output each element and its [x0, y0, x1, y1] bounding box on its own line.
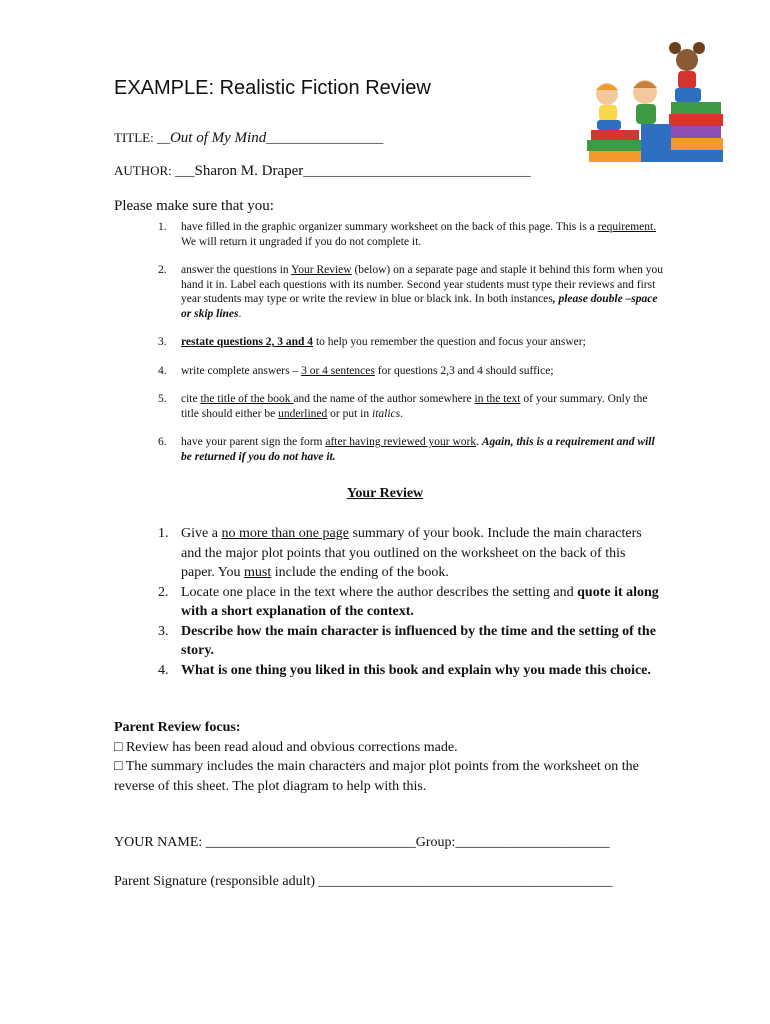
parent-review-heading: Parent Review focus:: [114, 720, 241, 735]
review-questions: [114, 524, 659, 680]
checklist-item: [114, 263, 664, 321]
item-text-italic: italics: [372, 407, 401, 420]
item-text: answer the questions in: [181, 264, 292, 276]
item-text-underlined: no more than one page: [221, 526, 349, 541]
checklist: [114, 220, 664, 478]
item-text-bold-underlined: restate questions 2, 3 and 4: [181, 336, 314, 348]
item-text: have filled in the graphic organizer summary worksheet on the back of this page. This is a: [181, 221, 598, 233]
item-text-underlined: must: [244, 565, 272, 580]
item-text-bold-italic: , please double –space or skip lines: [181, 293, 658, 320]
book-icon: [671, 126, 721, 138]
item-text: include the ending of the book.: [271, 565, 449, 580]
item-number: 1.: [158, 221, 167, 233]
name-group-line: YOUR NAME: ______________________________Group:______________________: [114, 835, 610, 850]
item-text-underlined: Your Review: [291, 264, 352, 276]
item-number: 4.: [158, 364, 167, 377]
item-text-underlined: 3 or 4 sentences: [301, 364, 375, 377]
item-text: cite: [181, 393, 201, 405]
title-line: __________________: [266, 130, 384, 145]
item-number: 6.: [158, 436, 167, 448]
checklist-item: [114, 220, 664, 249]
girl-head-icon: [676, 49, 698, 71]
item-text-underlined: in the text: [474, 393, 521, 405]
item-text-bold: What is one thing you liked in this book and explain why you made this choice.: [181, 662, 651, 678]
kids-on-books-illustration: [583, 38, 725, 166]
item-text: .: [476, 436, 482, 448]
parent-review-item: □ Review has been read aloud and obvious corrections made.: [114, 739, 458, 755]
item-number: 5.: [158, 393, 167, 405]
review-item: [114, 622, 659, 661]
item-text-underlined: the title of the book: [200, 393, 294, 405]
book-icon: [641, 124, 671, 162]
item-text-underlined: requirement.: [597, 221, 657, 233]
item-text: (below) on a separate page and staple it behind this form when you hand it in. Label each questions with its number. Second year students must type their reviews and first year students may type or write the review in blue or black ink. In both instances: [181, 264, 663, 305]
item-number: 3.: [158, 623, 169, 639]
title-field: [114, 130, 383, 147]
item-text: Give a: [181, 526, 222, 541]
item-text: summary of your book. Include the main characters and the major plot points that you outlined on the worksheet on the back of this paper. You: [181, 526, 642, 580]
checklist-item: [114, 435, 664, 464]
book-icon: [671, 102, 721, 114]
review-item: [114, 661, 659, 681]
author-label: AUTHOR: ___: [114, 163, 195, 178]
author-field: [114, 163, 531, 180]
parent-signature-line: Parent Signature (responsible adult) __________________________________________: [114, 874, 613, 889]
book-icon: [589, 151, 643, 162]
book-icon: [667, 138, 723, 150]
page-title: EXAMPLE: Realistic Fiction Review: [114, 77, 431, 99]
item-text-bold: quote it along with a short explanation of the context.: [181, 584, 659, 619]
item-text: .: [400, 407, 404, 420]
review-heading: [0, 486, 770, 502]
book-icon: [591, 130, 639, 140]
item-number: 1.: [158, 526, 169, 541]
title-value: Out of My Mind: [169, 130, 267, 146]
checklist-item: [114, 364, 664, 379]
book-icon: [587, 140, 645, 151]
item-text-underlined: underlined: [278, 407, 328, 420]
item-text-underlined: after having reviewed your work: [325, 436, 477, 448]
item-text: We will return it ungraded if you do not complete it.: [181, 235, 422, 248]
item-text: have your parent sign the form: [181, 436, 326, 448]
item-number: 3.: [158, 336, 167, 348]
review-item: [114, 583, 659, 622]
checklist-item: [114, 392, 664, 421]
book-icon: [669, 114, 723, 126]
book-icon: [669, 150, 723, 162]
item-number: 2.: [158, 584, 169, 600]
checklist-item: [114, 335, 664, 350]
item-number: 2.: [158, 264, 167, 276]
title-label: TITLE: __: [114, 130, 170, 145]
review-item: [114, 524, 659, 583]
item-text: for questions 2,3 and 4 should suffice;: [374, 364, 554, 377]
item-text: .: [238, 307, 242, 320]
item-text: to help you remember the question and focus your answer;: [313, 336, 586, 348]
item-text-bold-italic: Again, this is a requirement and will be returned if you do not have it.: [181, 436, 655, 463]
instructions-intro: Please make sure that you:: [114, 198, 274, 214]
author-value: Sharon M. Draper: [194, 163, 304, 179]
parent-review-section: [114, 718, 654, 796]
author-line: ___________________________________: [303, 163, 531, 178]
item-text: of your summary. Only the title should either be: [181, 393, 648, 420]
item-text-bold: Describe how the main character is influenced by the time and the setting of the story.: [181, 623, 656, 658]
item-text: or put in: [327, 407, 373, 420]
item-text: and the name of the author somewhere: [293, 393, 475, 405]
item-text: write complete answers –: [181, 364, 302, 377]
item-text: Locate one place in the text where the author describes the setting and: [181, 584, 578, 600]
parent-review-item: □ The summary includes the main characters and major plot points from the worksheet on the reverse of this sheet. The plot diagram to help with this.: [114, 759, 639, 794]
item-number: 4.: [158, 662, 169, 678]
review-heading-text: Your Review: [346, 486, 424, 501]
